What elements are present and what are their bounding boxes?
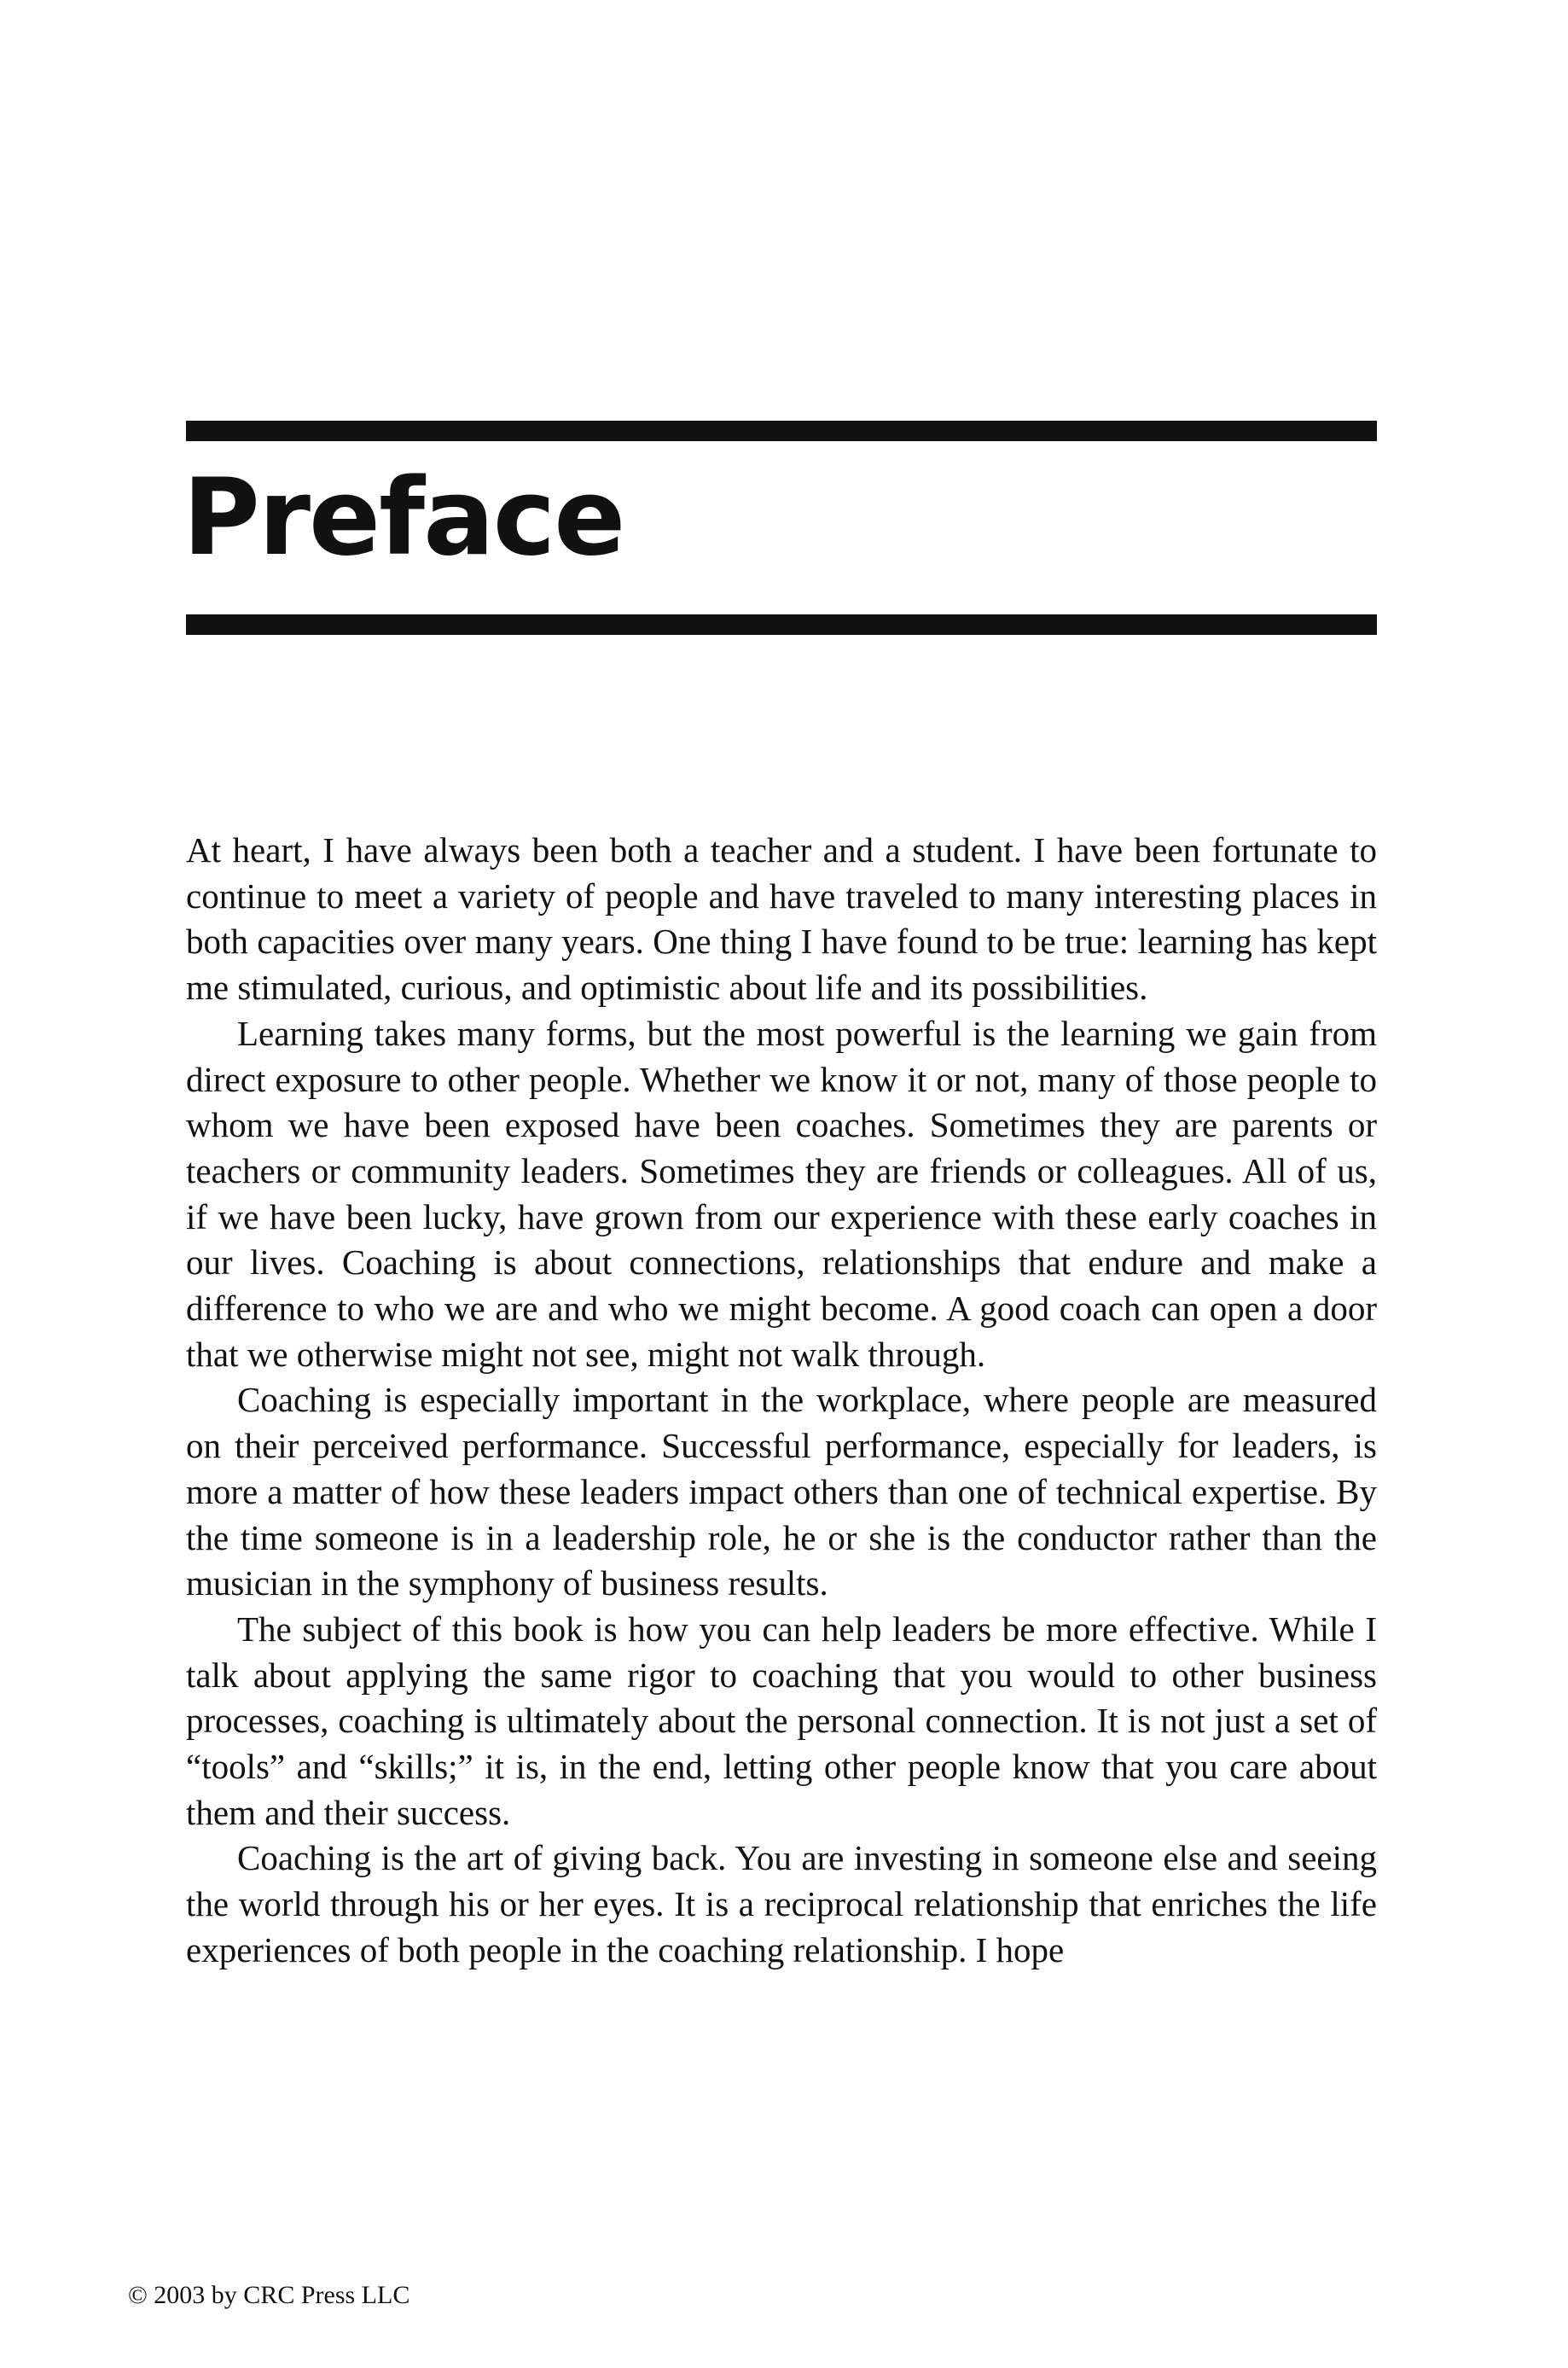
paragraph: Coaching is the art of giving back. You are investing in someone else and seeing the world through his or her eyes. It is a reciprocal relationship that enriches the life experiences of both people in the coaching relationship. I hope [186,1838,1377,1969]
body-text [186,828,1377,1974]
paragraph: Learning takes many forms, but the most powerful is the learning we gain from direct exposure to other people. Whether we know it or not, many of those people to whom we have been exposed have been coaches. Sometimes they are parents or teachers or community leaders. Sometimes they are friends or colleagues. All of us, if we have been lucky, have grown from our experience with these early coaches in our lives. Coaching is about connections, relationships that endure and make a difference to who we are and who we might become. A good coach can open a door that we otherwise might not see, might not walk through. [186,1013,1377,1374]
paragraph: The subject of this book is how you can help leaders be more effective. While I talk about applying the same rigor to coaching that you would to other business processes, coaching is ultimately about the personal connection. It is not just a set of “tools” and “skills;” it is, in the end, letting other people know that you care about them and their success. [186,1609,1377,1832]
paragraph: Coaching is especially important in the workplace, where people are measured on their perceived performance. Successful performance, especially for leaders, is more a matter of how these leaders impact others than one of technical expertise. By the time someone is in a leadership role, he or she is the conductor rather than the musician in the symphony of business results. [186,1380,1377,1603]
chapter-title: Preface [183,457,624,579]
title-rule-bottom [186,614,1377,635]
paragraph: At heart, I have always been both a teacher and a student. I have been fortunate to continue to meet a variety of people and have traveled to many interesting places in both capacities over many years. One thing I have found to be true: learning has kept me stimulated, curious, and optimistic about life and its possibilities. [186,830,1377,1008]
title-rule-top [186,421,1377,441]
copyright-notice: © 2003 by CRC Press LLC [128,2281,410,2309]
